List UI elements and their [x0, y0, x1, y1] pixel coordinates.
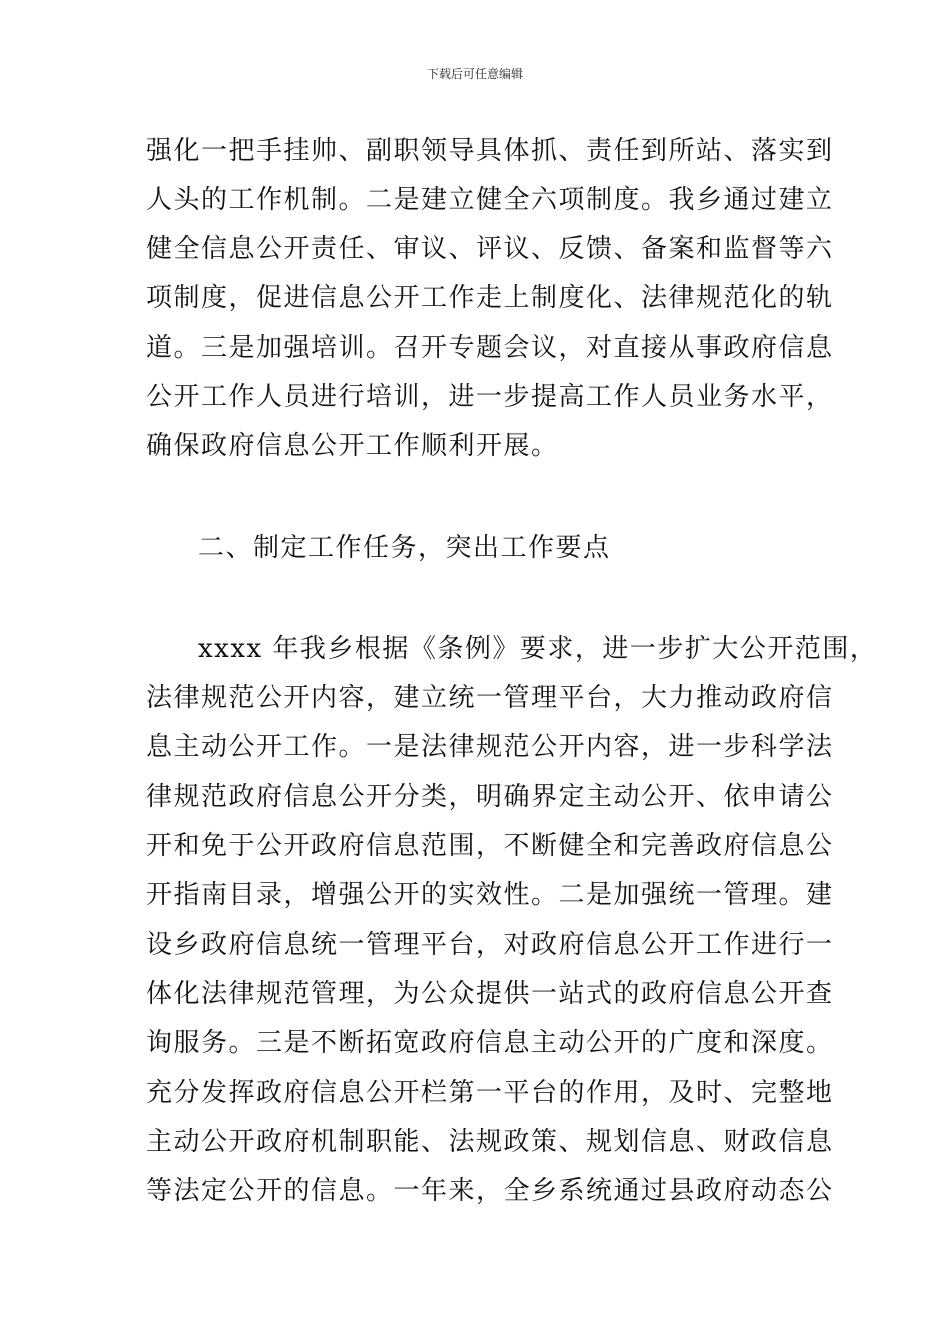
paragraph-line: 息主动公开工作。一是法律规范公开内容，进一步科学法 [146, 732, 834, 762]
paragraph-line: 主动公开政府机制职能、法规政策、规划信息、财政信息 [146, 1127, 834, 1157]
paragraph-line: 强化一把手挂帅、副职领导具体抓、责任到所站、落实到 [146, 136, 834, 166]
paragraph-line: 体化法律规范管理，为公众提供一站式的政府信息公开查 [146, 979, 834, 1009]
paragraph-line: 项制度，促进信息公开工作走上制度化、法律规范化的轨 [146, 283, 834, 313]
paragraph-line: 等法定公开的信息。一年来，全乡系统通过县政府动态公 [146, 1176, 834, 1206]
paragraph-line: 人头的工作机制。二是建立健全六项制度。我乡通过建立 [146, 185, 834, 215]
paragraph-line: 询服务。三是不断拓宽政府信息主动公开的广度和深度。 [146, 1028, 834, 1058]
paragraph-line: xxxx 年我乡根据《条例》要求，进一步扩大公开范围， [198, 634, 878, 664]
section-heading: 二、制定工作任务，突出工作要点 [198, 533, 611, 563]
paragraph-line: 设乡政府信息统一管理平台，对政府信息公开工作进行一 [146, 930, 834, 960]
page-header: 下载后可任意编辑 [426, 67, 523, 81]
paragraph-line: 开和免于公开政府信息范围，不断健全和完善政府信息公 [146, 831, 834, 861]
paragraph-line: 律规范政府信息公开分类，明确界定主动公开、依申请公 [146, 782, 834, 812]
paragraph-line: 开指南目录，增强公开的实效性。二是加强统一管理。建 [146, 880, 834, 910]
paragraph-line: 道。三是加强培训。召开专题会议，对直接从事政府信息 [146, 333, 834, 363]
paragraph-line: 充分发挥政府信息公开栏第一平台的作用，及时、完整地 [146, 1078, 834, 1108]
paragraph-line: 健全信息公开责任、审议、评议、反馈、备案和监督等六 [146, 234, 834, 264]
paragraph-line: 法律规范公开内容，建立统一管理平台，大力推动政府信 [146, 683, 834, 713]
paragraph-line: 确保政府信息公开工作顺利开展。 [146, 431, 559, 461]
paragraph-line: 公开工作人员进行培训，进一步提高工作人员业务水平， [146, 382, 834, 412]
